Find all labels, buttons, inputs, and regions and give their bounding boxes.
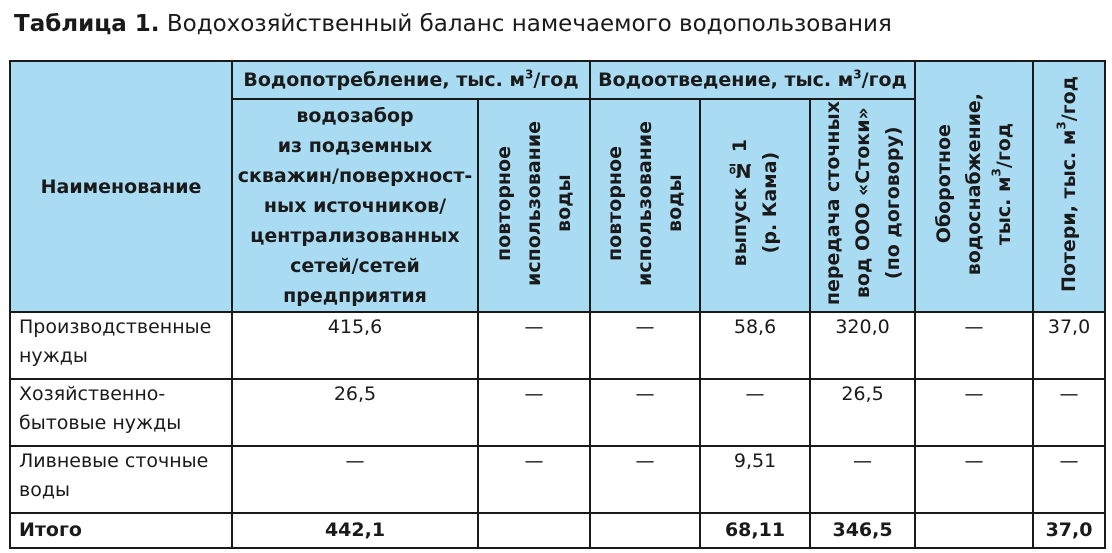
caption-label: Таблица 1. bbox=[14, 11, 160, 37]
cell-intake: 26,5 bbox=[232, 379, 478, 446]
cell-losses: 37,0 bbox=[1033, 312, 1105, 379]
cell-reuse-consumption: — bbox=[478, 446, 590, 513]
total-losses: 37,0 bbox=[1033, 513, 1105, 548]
header-reuse-disposal bbox=[590, 99, 700, 312]
header-recycling-text: Оборотное водоснабжение, тыс. $м^3$/год bbox=[933, 92, 1016, 276]
header-losses-text: Потери, тыс. $м^3$/год bbox=[1054, 75, 1081, 293]
header-disposal-group: Водоотведение, тыс. $м^3$/год bbox=[590, 61, 915, 99]
header-transfer bbox=[810, 99, 915, 312]
header-reuse-consumption-text: повторное использование воды bbox=[493, 120, 575, 286]
row-name: Производственные нужды bbox=[10, 312, 232, 379]
cell-recycling: — bbox=[915, 312, 1033, 379]
caption-title: Водохозяйственный баланс намечаемого водопользования bbox=[166, 11, 892, 37]
header-losses bbox=[1033, 61, 1105, 312]
cell-reuse-consumption: — bbox=[478, 312, 590, 379]
total-label: Итого bbox=[10, 513, 232, 548]
cell-reuse-disposal: — bbox=[590, 312, 700, 379]
total-reuse-consumption bbox=[478, 513, 590, 548]
total-intake: 442,1 bbox=[232, 513, 478, 548]
header-outlet-text: выпуск № 1 (р. Кама) bbox=[729, 139, 782, 267]
header-consumption-group: Водопотребление, тыс. $м^3$/год bbox=[232, 61, 590, 99]
cell-transfer: — bbox=[810, 446, 915, 513]
row-name: Ливневые сточные воды bbox=[10, 446, 232, 513]
header-reuse-consumption bbox=[478, 99, 590, 312]
total-recycling bbox=[915, 513, 1033, 548]
cell-recycling: — bbox=[915, 446, 1033, 513]
row-name: Хозяйственно- бытовые нужды bbox=[10, 379, 232, 446]
cell-intake: — bbox=[232, 446, 478, 513]
total-transfer: 346,5 bbox=[810, 513, 915, 548]
cell-recycling: — bbox=[915, 379, 1033, 446]
header-transfer-text: передача сточных вод ООО «Стоки» (по договору) bbox=[821, 100, 904, 306]
cell-losses: — bbox=[1033, 379, 1105, 446]
cell-transfer: 320,0 bbox=[810, 312, 915, 379]
total-row bbox=[10, 513, 1105, 548]
header-name: Наименование bbox=[10, 61, 232, 312]
header-intake: водозабор из подземных скважин/поверхност- ных источников/ централизованных сетей/сетей предприятия bbox=[232, 99, 478, 312]
table-row bbox=[10, 312, 1105, 379]
cell-outlet: — bbox=[700, 379, 810, 446]
water-balance-table bbox=[9, 60, 1106, 549]
cell-reuse-disposal: — bbox=[590, 446, 700, 513]
header-reuse-disposal-text: повторное использование воды bbox=[604, 120, 687, 286]
table-row bbox=[10, 379, 1105, 446]
cell-outlet: 9,51 bbox=[700, 446, 810, 513]
cell-reuse-disposal: — bbox=[590, 379, 700, 446]
header-recycling bbox=[915, 61, 1033, 312]
header-outlet bbox=[700, 99, 810, 312]
cell-intake: 415,6 bbox=[232, 312, 478, 379]
cell-transfer: 26,5 bbox=[810, 379, 915, 446]
table-caption bbox=[14, 6, 892, 42]
cell-reuse-consumption: — bbox=[478, 379, 590, 446]
total-reuse-disposal bbox=[590, 513, 700, 548]
cell-outlet: 58,6 bbox=[700, 312, 810, 379]
table-row bbox=[10, 446, 1105, 513]
cell-losses: — bbox=[1033, 446, 1105, 513]
total-outlet: 68,11 bbox=[700, 513, 810, 548]
